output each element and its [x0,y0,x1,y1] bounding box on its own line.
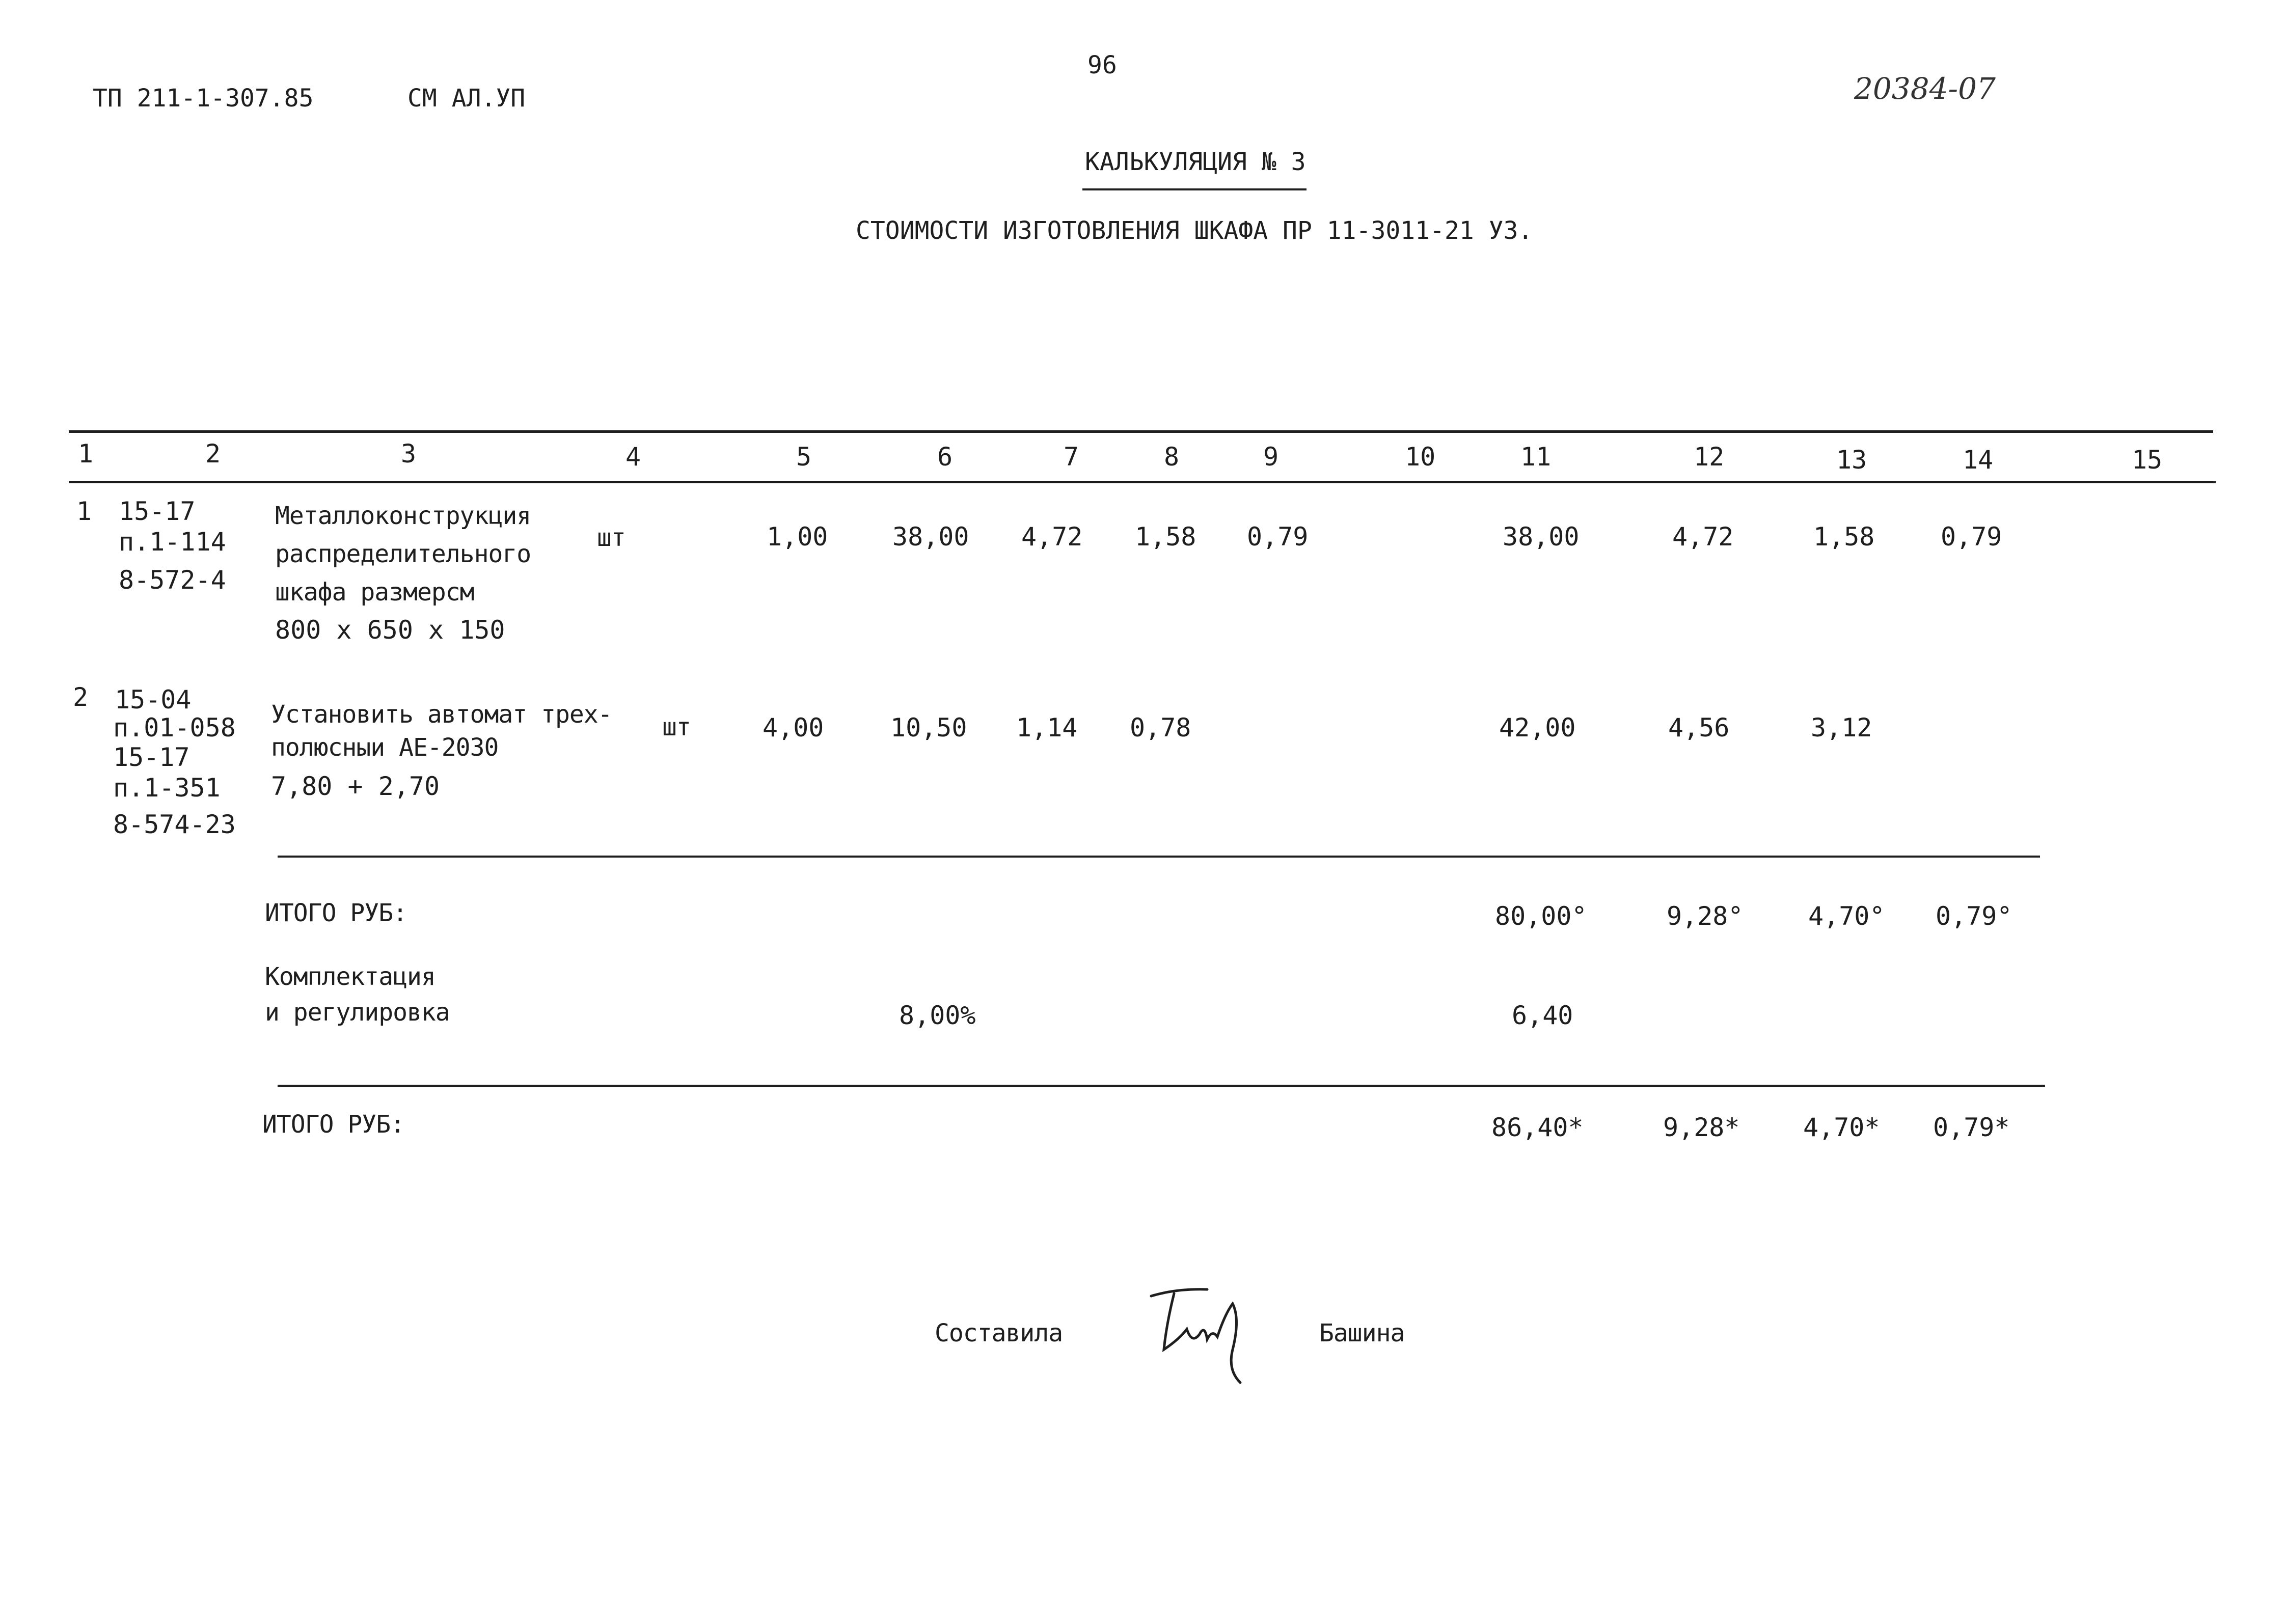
unit: шт [597,524,625,552]
inventory-number: 20384-07 [1854,71,1996,106]
assembly-label: Комплектация [265,962,436,991]
cell-total-machines: 1,58 [1813,522,1875,552]
cell-total-cost: 42,00 [1499,713,1576,742]
assembly-percent: 8,00% [899,1001,976,1030]
item-description: шкафа размерсм [275,578,474,607]
calculation-subtitle: СТОИМОСТИ ИЗГОТОВЛЕНИЯ ШКАФА ПР 11-3011-21 УЗ. [856,216,1533,245]
column-number: 5 [796,442,812,472]
total-cost: 86,40* [1491,1113,1584,1142]
subtotal-total-machine-wages: 0,79° [1936,901,2012,931]
cell-total-wages: 4,56 [1668,713,1730,742]
total-machine-wages: 0,79* [1933,1113,2010,1142]
subtotal-total-wages: 9,28° [1667,901,1744,931]
cell-total-cost: 38,00 [1503,522,1580,552]
norm-code: 15-04 [115,685,192,714]
row-number: 2 [73,682,89,712]
cell-unit-wages: 4,72 [1021,522,1083,552]
column-number: 3 [401,439,417,469]
table-header-rule [69,481,2216,483]
column-number: 10 [1405,442,1436,472]
cell-unit-wages: 1,14 [1016,713,1078,742]
item-description: распределительного [275,540,531,568]
compiler-name: Башина [1319,1319,1405,1347]
column-number: 13 [1836,445,1867,475]
cell-unit-machines: 0,78 [1130,713,1191,742]
cell-unit-machines: 1,58 [1135,522,1196,552]
heading-underline [1082,188,1307,190]
document-code: ТП 211-1-307.85 [93,84,314,113]
norm-code: 8-572-4 [119,565,226,595]
assembly-total-cost: 6,40 [1512,1001,1573,1030]
item-description: Металлоконструкция [275,502,531,530]
column-number: 12 [1694,442,1725,472]
subtotal-total-cost: 80,00° [1495,901,1587,931]
item-description: Установить автомат трех- [271,700,612,729]
signature [1131,1273,1263,1385]
total-machines: 4,70* [1803,1113,1880,1142]
table-top-rule [69,430,2213,433]
page-number: 96 [1087,51,1117,79]
column-number: 8 [1164,442,1180,472]
cell-total-wages: 4,72 [1672,522,1734,552]
norm-code: 8-574-23 [113,810,236,839]
total-label: ИТОГО РУБ: [262,1110,404,1139]
album-code: СМ АЛ.УП [407,84,526,113]
column-number: 15 [2132,445,2163,475]
column-number: 7 [1064,442,1079,472]
calculation-heading: КАЛЬКУЛЯЦИЯ № 3 [1085,148,1306,176]
item-description: 7,80 + 2,70 [271,772,440,801]
norm-code: 15-17 [113,742,190,772]
column-number: 14 [1963,445,1994,475]
column-number: 9 [1263,442,1279,472]
item-description: 800 х 650 х 150 [275,615,505,645]
compiled-by-label: Составила [935,1319,1063,1347]
column-number: 2 [205,439,221,469]
subtotal-total-machines: 4,70° [1808,901,1885,931]
column-number: 11 [1520,442,1552,472]
item-description: полюсныи АЕ-2030 [271,733,499,762]
cell-quantity: 1,00 [767,522,828,552]
subtotal-label: ИТОГО РУБ: [265,899,407,927]
norm-code: п.1-114 [119,527,226,557]
norm-code: п.1-351 [113,773,221,803]
norm-code: п.01-058 [113,713,236,742]
column-number: 6 [937,442,953,472]
row-number: 1 [76,497,92,526]
cell-unit-cost: 38,00 [892,522,969,552]
cell-total-machines: 3,12 [1811,713,1872,742]
column-number: 1 [78,439,94,469]
cell-unit-machine-wages: 0,79 [1247,522,1309,552]
subtotal-rule [278,856,2040,858]
cell-quantity: 4,00 [763,713,824,742]
total-wages: 9,28* [1663,1113,1740,1142]
norm-code: 15-17 [119,497,196,526]
column-number: 4 [625,442,641,472]
cell-unit-cost: 10,50 [890,713,967,742]
unit: шт [662,713,691,741]
assembly-label: и регулировка [265,998,450,1027]
cell-total-machine-wages: 0,79 [1941,522,2002,552]
total-rule [278,1085,2045,1087]
